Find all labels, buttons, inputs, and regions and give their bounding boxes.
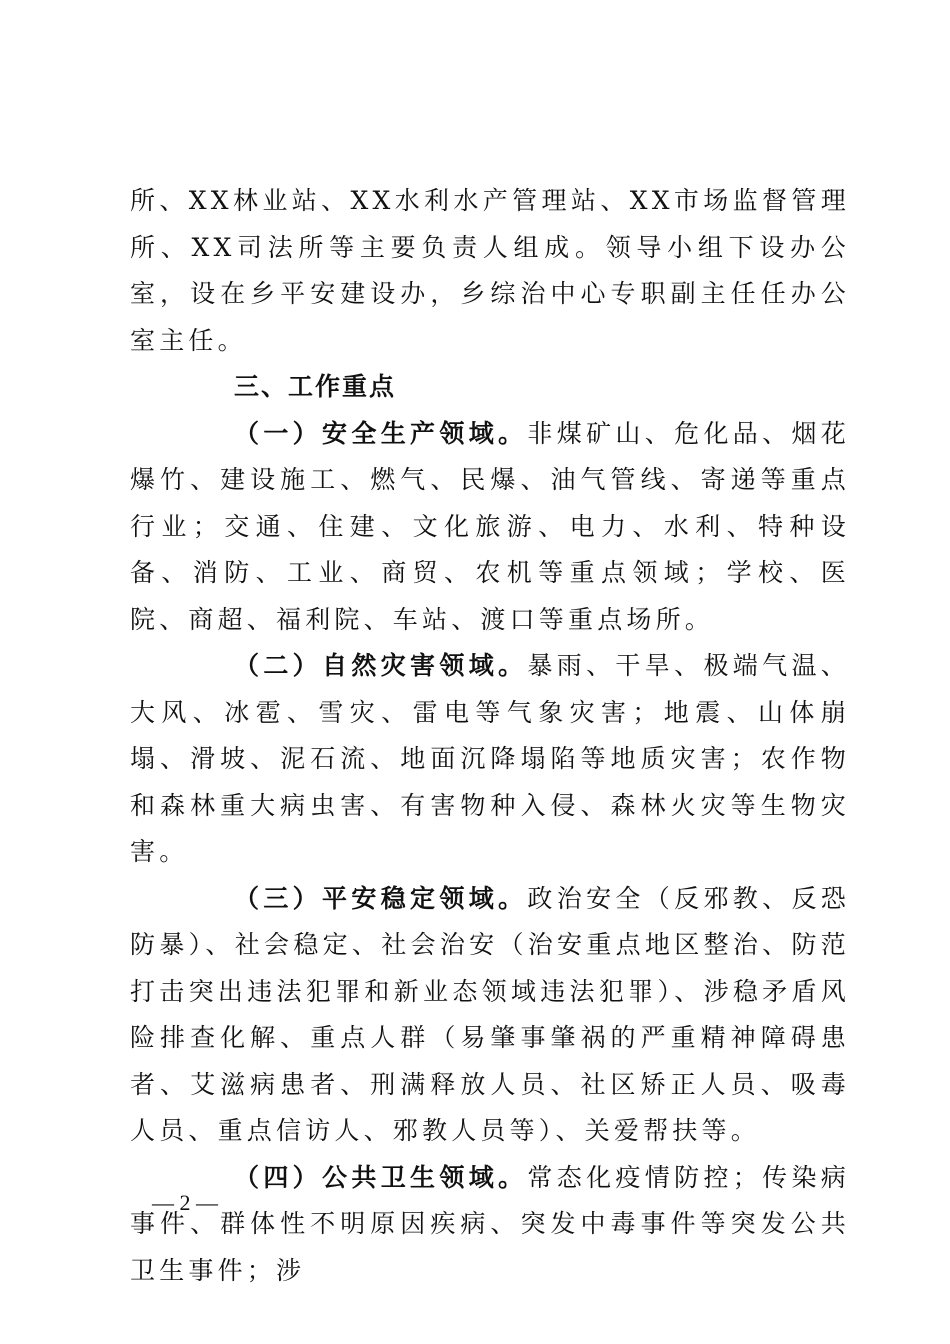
paragraph-text: 暴雨、干旱、极端气温、大风、冰雹、雪灾、雷电等气象灾害；地震、山体崩塌、滑坡、泥石流、地面沉降塌陷等地质灾害；农作物和森林重大病虫害、有害物种入侵、森林火灾等生物灾害。	[130, 651, 850, 866]
page-number: — 2 —	[152, 1190, 218, 1215]
paragraph-lead: （一）安全生产领域。	[234, 418, 528, 448]
paragraph-peace-stability	[130, 876, 850, 1155]
paragraph-natural-disasters	[130, 643, 850, 876]
paragraph-lead: （二）自然灾害领域。	[234, 651, 528, 680]
paragraph-lead: （三）平安稳定领域。	[234, 883, 528, 913]
paragraph-leadership-office: 所、XX林业站、XX水利水产管理站、XX市场监督管理所、XX司法所等主要负责人组成。领导小组下设办公室，设在乡平安建设办，乡综治中心专职副主任任办公室主任。	[130, 186, 850, 355]
paragraph-text: 政治安全（反邪教、反恐防暴）、社会稳定、社会治安（治安重点地区整治、防范打击突出违法犯罪和新业态领域违法犯罪）、涉稳矛盾风险排查化解、重点人群（易肇事肇祸的严重精神障碍患者、艾滋病患者、刑满释放人员、社区矫正人员、吸毒人员、重点信访人、邪教人员等）、关爱帮扶等。	[130, 883, 850, 1145]
document-body	[130, 178, 850, 1294]
paragraph-work-safety	[130, 411, 850, 644]
paragraph-lead: （四）公共卫生领域。	[234, 1162, 528, 1192]
paragraph-public-health	[130, 1155, 850, 1295]
paragraph-text: 非煤矿山、危化品、烟花爆竹、建设施工、燃气、民爆、油气管线、寄递等重点行业；交通、住建、文化旅游、电力、水利、特种设备、消防、工业、商贸、农机等重点领域；学校、医院、商超、福利院、车站、渡口等重点场所。	[130, 418, 850, 634]
paragraph-text: 常态化疫情防控；传染病事件、群体性不明原因疾病、突发中毒事件等突发公共卫生事件；涉	[130, 1162, 850, 1285]
section-heading-work-focus: 三、工作重点	[234, 372, 397, 401]
